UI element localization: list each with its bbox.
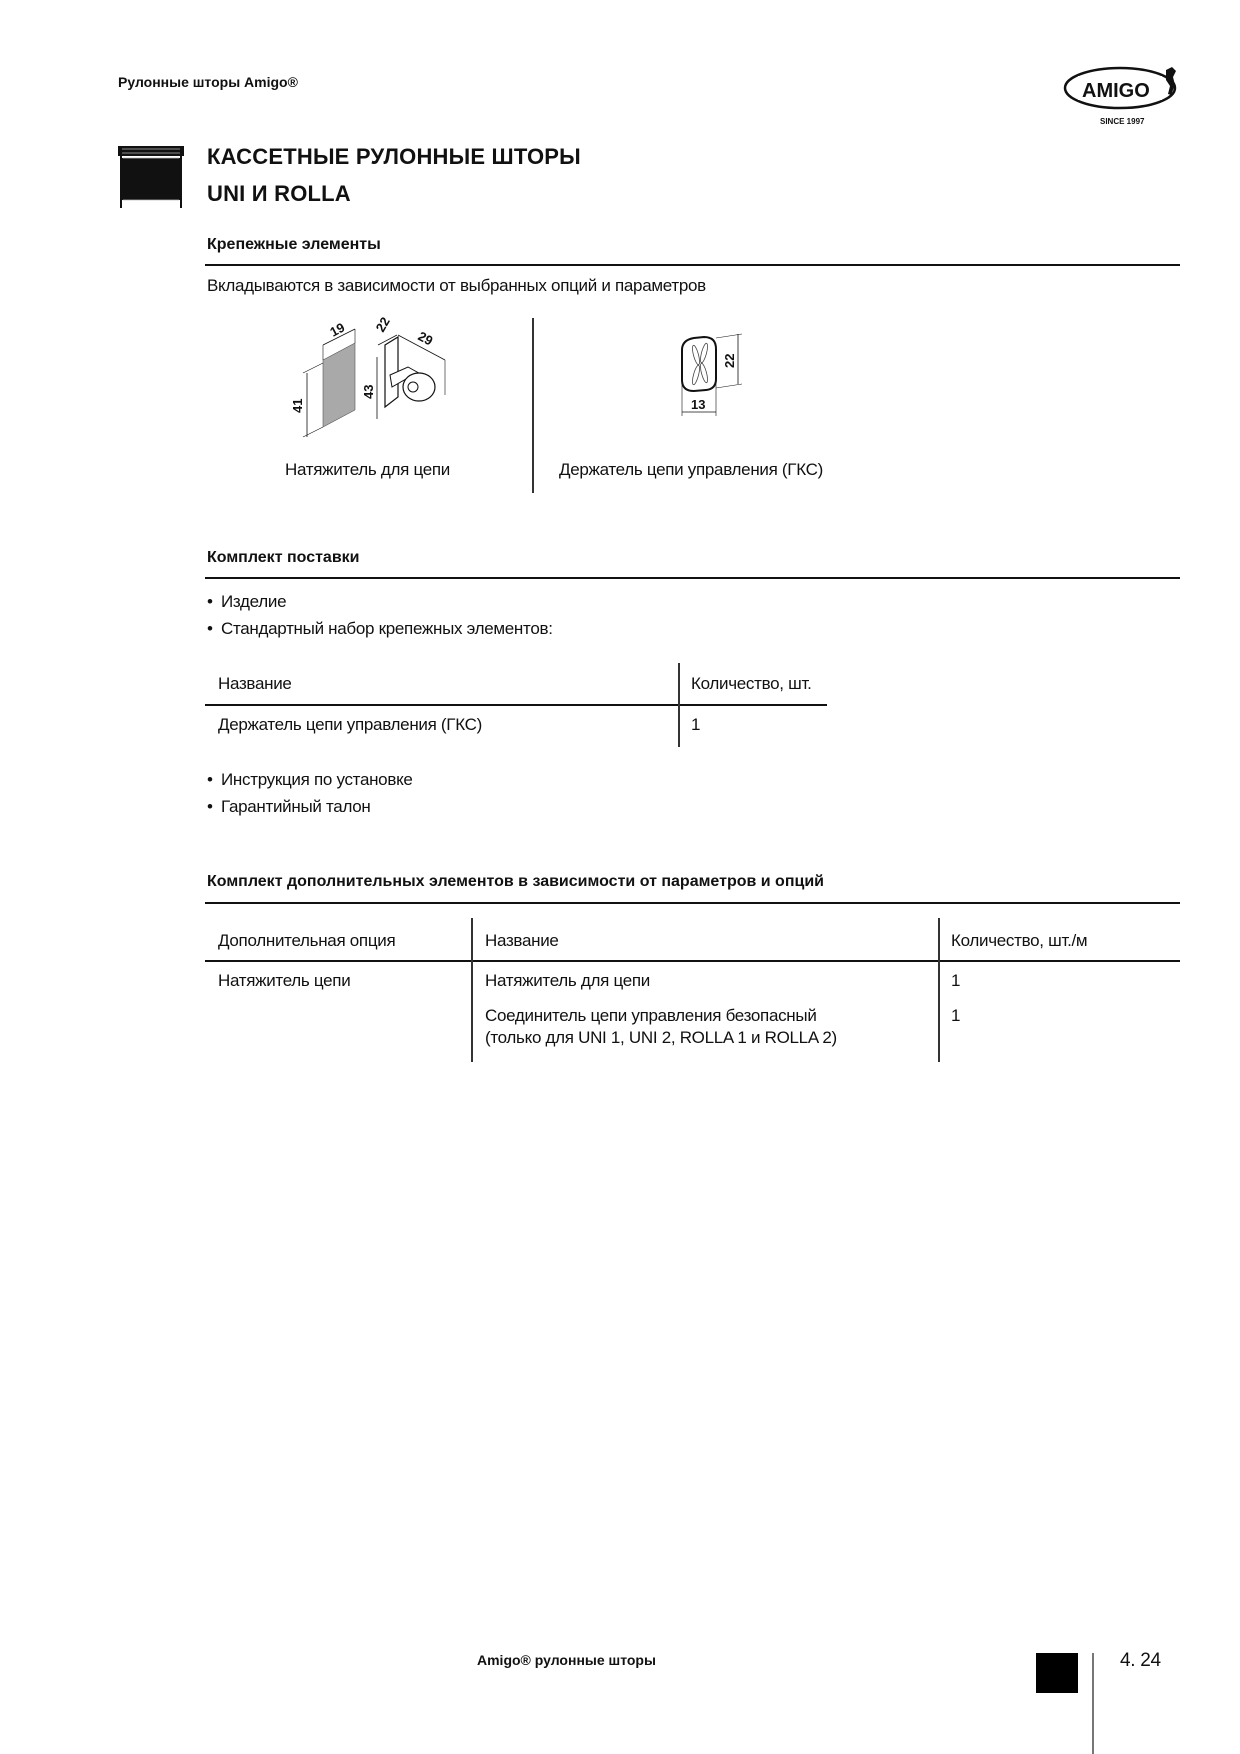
- dim-43: 43: [361, 384, 376, 399]
- fasteners-intro: Вкладываются в зависимости от выбранных опций и параметров: [207, 276, 706, 295]
- table-cell-qty: 1: [951, 971, 961, 990]
- dim-13-holder: 13: [691, 397, 706, 412]
- page-number: 4. 24: [1120, 1650, 1161, 1671]
- running-title: Рулонные шторы Amigo®: [118, 74, 298, 90]
- bullet-item: • Изделие: [207, 588, 553, 615]
- dim-41: 41: [290, 398, 305, 413]
- delivery-bullets-bottom: [207, 766, 413, 820]
- delivery-heading: Комплект поставки: [207, 549, 360, 566]
- table-header-option: Дополнительная опция: [218, 931, 396, 950]
- extras-heading: Комплект дополнительных элементов в зависимости от параметров и опций: [207, 873, 824, 890]
- extras-rule: [205, 902, 1180, 904]
- logo-tagline: SINCE 1997: [1100, 117, 1145, 126]
- table-cell-name-line1: Соединитель цепи управления безопасный: [485, 1006, 817, 1025]
- chain-holder-caption: Держатель цепи управления (ГКС): [559, 460, 823, 479]
- table-cell-name-line2: (только для UNI 1, UNI 2, ROLLA 1 и ROLLA 2): [485, 1028, 837, 1047]
- table-cell-name: Натяжитель для цепи: [485, 971, 650, 990]
- table-header-rule: [205, 704, 827, 706]
- table-header-name: Название: [485, 931, 559, 950]
- table-header-name: Название: [218, 674, 292, 693]
- footer-text: Amigo® рулонные шторы: [477, 1652, 656, 1668]
- table-cell-name: Держатель цепи управления (ГКС): [218, 715, 482, 734]
- table-column-divider: [938, 918, 940, 1062]
- amigo-logo: [1060, 58, 1190, 130]
- dim-29: 29: [415, 328, 436, 349]
- table-column-divider: [678, 663, 680, 747]
- bullet-item: • Инструкция по установке: [207, 766, 413, 793]
- page-title-line-1: КАССЕТНЫЕ РУЛОННЫЕ ШТОРЫ: [207, 144, 581, 169]
- footer-divider: [1092, 1653, 1094, 1754]
- chain-holder-drawing: [672, 330, 752, 420]
- footer-marker-square: [1036, 1653, 1078, 1693]
- table-header-qty: Количество, шт.: [691, 674, 812, 693]
- page-title-line-2: UNI И ROLLA: [207, 181, 351, 206]
- delivery-table: [205, 663, 827, 747]
- fasteners-heading: Крепежные элементы: [207, 236, 381, 253]
- table-column-divider: [471, 918, 473, 1062]
- extras-table: [205, 918, 1180, 1062]
- chain-tensioner-caption: Натяжитель для цепи: [285, 460, 450, 479]
- table-cell-qty: 1: [951, 1006, 961, 1025]
- dim-22: 22: [372, 315, 393, 335]
- bullet-item: • Стандартный набор крепежных элементов:: [207, 615, 553, 642]
- fasteners-divider: [532, 318, 534, 493]
- table-header-qty: Количество, шт./м: [951, 931, 1088, 950]
- fasteners-rule: [205, 264, 1180, 266]
- delivery-bullets-top: [207, 588, 553, 642]
- delivery-rule: [205, 577, 1180, 579]
- dim-19: 19: [327, 319, 348, 340]
- table-cell-qty: 1: [691, 715, 701, 734]
- logo-text: AMIGO: [1082, 80, 1150, 102]
- bullet-item: • Гарантийный талон: [207, 793, 413, 820]
- table-cell-option: Натяжитель цепи: [218, 971, 351, 990]
- dim-22-holder: 22: [722, 353, 737, 368]
- cassette-blind-icon: [118, 146, 184, 208]
- table-header-rule: [205, 960, 1180, 962]
- chain-tensioner-drawing: [285, 315, 455, 440]
